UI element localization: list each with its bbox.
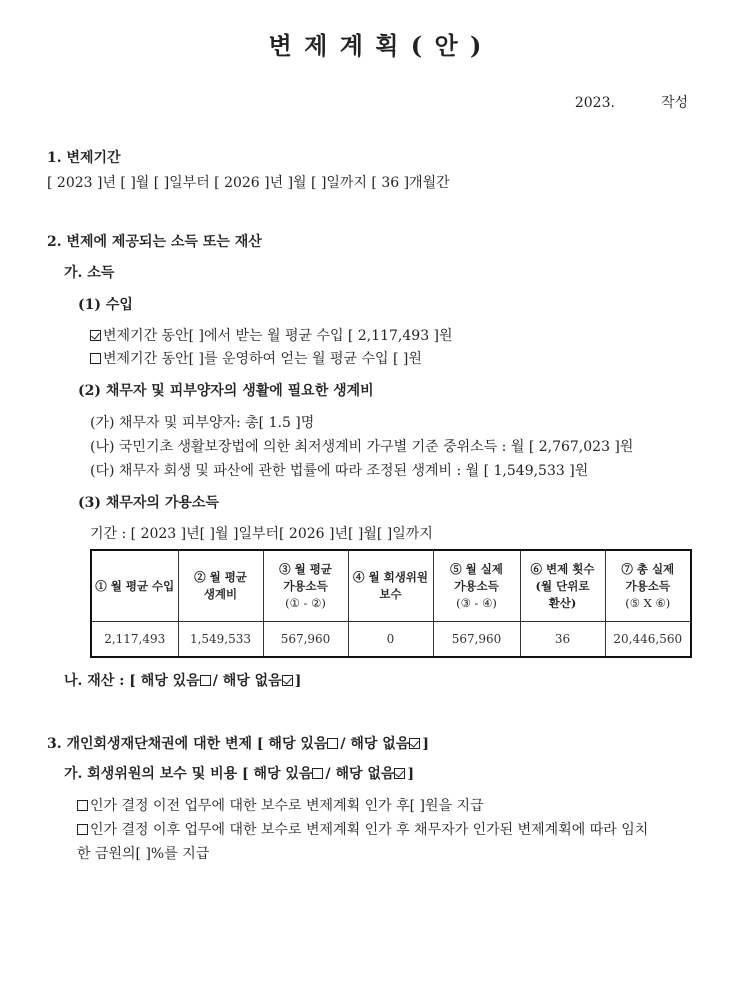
header-total-available-income: ⑦ 총 실제 가용소득 (⑤ X ⑥) xyxy=(605,550,691,622)
header-trustee-fee: ④ 월 회생위원 보수 xyxy=(348,550,433,622)
section-1-heading: 1. 변제기간 xyxy=(47,150,121,166)
header-available-income: ③ 월 평균 가용소득 (① - ②) xyxy=(263,550,348,622)
available-income-period: 기간 : [ 2023 ]년[ ]월 ]일부터[ 2026 ]년[ ]월[ ]일까지 xyxy=(90,526,433,542)
section-3-heading: 3. 개인회생재단채권에 대한 변제 [ 해당 있음 / 해당 없음 ] xyxy=(47,736,429,752)
table-cell: 36 xyxy=(520,622,605,658)
checkbox-checked-icon[interactable] xyxy=(90,330,101,341)
checkbox-unchecked-icon[interactable] xyxy=(312,768,323,779)
document-title: 변 제 계 획 ( 안 ) xyxy=(268,31,484,60)
revenue-option-business-text: 변제기간 동안[ ]를 운영하여 얻는 월 평균 수입 [ ]원 xyxy=(103,351,422,367)
checkbox-unchecked-icon[interactable] xyxy=(77,800,88,811)
checkbox-unchecked-icon[interactable] xyxy=(77,824,88,835)
date-year: 2023. xyxy=(574,95,615,111)
adjusted-living-cost-line: (다) 채무자 회생 및 파산에 관한 법률에 따라 조정된 생계비 : 월 [ 1,549,533 ]원 xyxy=(90,463,589,479)
fee-option-after: 인가 결정 이후 업무에 대한 보수로 변제계획 인가 후 채무자가 인가된 변제계획에 따라 임치 xyxy=(77,819,648,839)
income-subheading: 가. 소득 xyxy=(64,265,115,281)
checkbox-checked-icon[interactable] xyxy=(409,738,420,749)
table-row xyxy=(91,622,691,658)
trustee-fee-subheading: 가. 회생위원의 보수 및 비용 [ 해당 있음 / 해당 없음 ] xyxy=(64,766,415,782)
header-repayment-count: ⑥ 변제 횟수 (월 단위로 환산) xyxy=(520,550,605,622)
table-cell: 0 xyxy=(348,622,433,658)
table-cell: 567,960 xyxy=(263,622,348,658)
repayment-period-line: [ 2023 ]년 [ ]월 [ ]일부터 [ 2026 ]년 ]월 [ ]일까지 [ 36 ]개월간 xyxy=(47,175,450,191)
table-header-row xyxy=(91,550,691,622)
date-written-label: 작성 xyxy=(660,95,688,111)
checkbox-checked-icon[interactable] xyxy=(394,768,405,779)
living-cost-heading: (2) 채무자 및 피부양자의 생활에 필요한 생계비 xyxy=(78,383,374,399)
checkbox-checked-icon[interactable] xyxy=(282,675,293,686)
section-2-heading: 2. 변제에 제공되는 소득 또는 재산 xyxy=(47,234,262,250)
header-living-cost: ② 월 평균 생계비 xyxy=(178,550,263,622)
checkbox-unchecked-icon[interactable] xyxy=(200,675,211,686)
dependents-line: (가) 채무자 및 피부양자: 총[ 1.5 ]명 xyxy=(90,415,315,431)
available-income-table xyxy=(90,549,692,658)
property-line: 나. 재산 : [ 해당 있음 / 해당 없음 ] xyxy=(64,673,302,689)
table-cell: 1,549,533 xyxy=(178,622,263,658)
date-line xyxy=(575,92,688,112)
revenue-heading: (1) 수입 xyxy=(78,297,133,313)
revenue-option-business xyxy=(90,348,422,368)
table-cell: 2,117,493 xyxy=(91,622,178,658)
median-income-line: (나) 국민기초 생활보장법에 의한 최저생계비 가구별 기준 중위소득 : 월 [ 2,767,023 ]원 xyxy=(90,439,634,455)
table-cell: 567,960 xyxy=(433,622,520,658)
header-actual-available-income: ⑤ 월 실제 가용소득 (③ - ④) xyxy=(433,550,520,622)
checkbox-unchecked-icon[interactable] xyxy=(90,353,101,364)
available-income-heading: (3) 채무자의 가용소득 xyxy=(78,495,219,511)
header-monthly-income: ① 월 평균 수입 xyxy=(91,550,178,622)
fee-option-before: 인가 결정 이전 업무에 대한 보수로 변제계획 인가 후[ ]원을 지급 xyxy=(77,795,484,815)
checkbox-unchecked-icon[interactable] xyxy=(327,738,338,749)
revenue-option-salary xyxy=(90,325,453,345)
fee-option-after-continued: 한 금원의[ ]%를 지급 xyxy=(77,846,210,862)
table-cell: 20,446,560 xyxy=(605,622,691,658)
revenue-option-salary-text: 변제기간 동안[ ]에서 받는 월 평균 수입 [ 2,117,493 ]원 xyxy=(103,328,453,344)
